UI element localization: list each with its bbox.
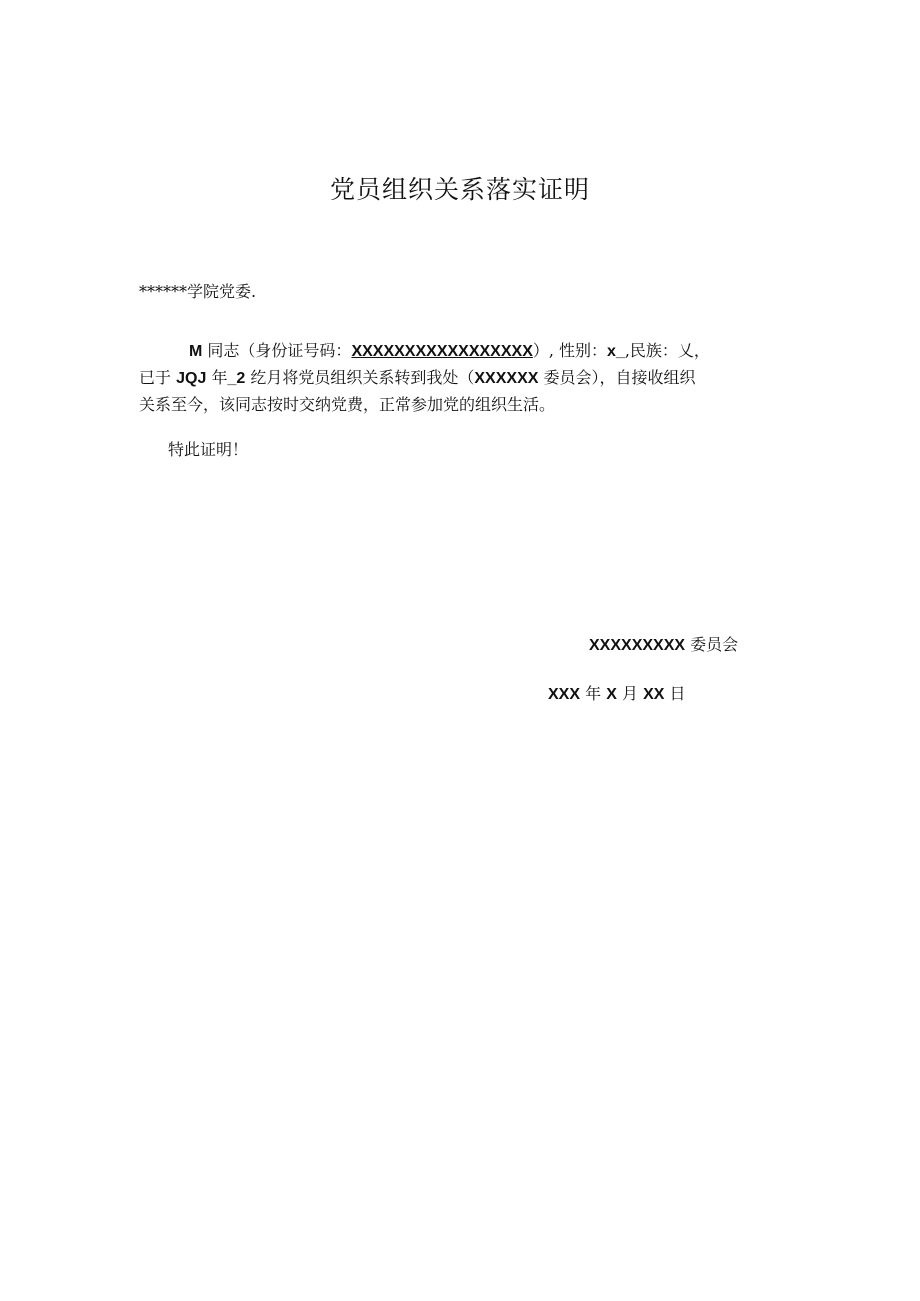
closing-text: 特此证明！ bbox=[168, 440, 249, 459]
body-text: ）, 性别： bbox=[532, 341, 608, 360]
date-day-unit: 日 bbox=[669, 684, 686, 703]
signature-organization bbox=[589, 632, 738, 655]
gender-value: x_ bbox=[607, 343, 625, 360]
date-year-unit: 年 bbox=[585, 684, 602, 703]
transfer-year: JQJ bbox=[176, 370, 207, 387]
body-text: 委员会），自接收组织 bbox=[543, 368, 696, 387]
body-text: 纥月将党员组织关系转到我处（ bbox=[250, 368, 475, 387]
member-name: M bbox=[189, 343, 203, 360]
org-code: XXXXXXXXX bbox=[589, 637, 686, 654]
date-year: XXX bbox=[548, 686, 581, 703]
body-line-3: 关系至今，该同志按时交纳党费，正常参加党的组织生活。 bbox=[139, 395, 556, 414]
body-text: ,民族：乂， bbox=[624, 341, 710, 360]
date-month: X bbox=[606, 686, 617, 703]
signature-date bbox=[548, 681, 686, 704]
receiving-org: XXXXXX bbox=[474, 370, 539, 387]
salutation: ******学院党委. bbox=[139, 282, 257, 301]
document-title: 党员组织关系落实证明 bbox=[329, 175, 590, 204]
body-line-2 bbox=[139, 365, 779, 392]
id-number: XXXXXXXXXXXXXXXXX bbox=[351, 343, 533, 360]
body-line-1 bbox=[139, 338, 779, 365]
body-text: 年 bbox=[211, 368, 228, 387]
body-paragraph bbox=[139, 338, 779, 418]
date-day: XX bbox=[643, 686, 665, 703]
transfer-month: _2 bbox=[227, 370, 246, 387]
body-text: 已于 bbox=[139, 368, 172, 387]
org-suffix: 委员会 bbox=[690, 635, 739, 654]
date-month-unit: 月 bbox=[621, 684, 638, 703]
body-text: 同志（身份证号码： bbox=[207, 341, 352, 360]
